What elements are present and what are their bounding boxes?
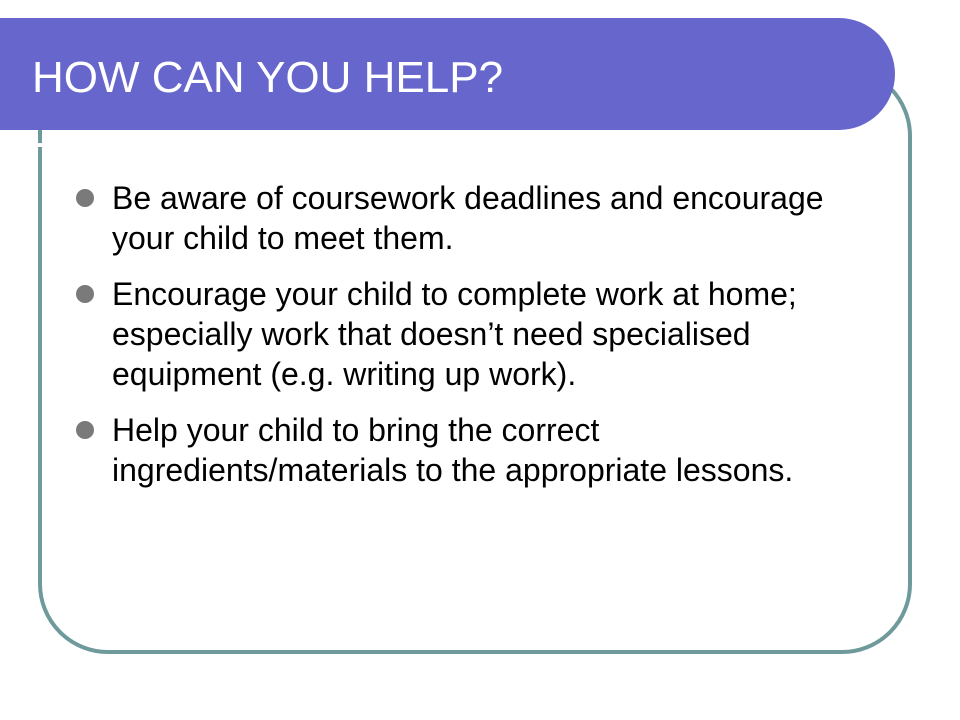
bullet-dot-icon [76,285,94,303]
title-underline [0,143,848,147]
bullet-item [76,178,866,258]
slide-title: HOW CAN YOU HELP? [32,53,504,102]
bullet-list [76,178,866,506]
bullet-item [76,410,866,490]
title-bar [0,18,895,130]
bullet-text: Help your child to bring the correct ingredients/materials to the appropriate lessons. [112,412,794,488]
bullet-item [76,274,866,394]
bullet-dot-icon [76,189,94,207]
bullet-dot-icon [76,421,94,439]
bullet-text: Be aware of coursework deadlines and encourage your child to meet them. [112,180,824,256]
bullet-text: Encourage your child to complete work at home; especially work that doesn’t need specialised equipment (e.g. writing up work). [112,276,797,392]
